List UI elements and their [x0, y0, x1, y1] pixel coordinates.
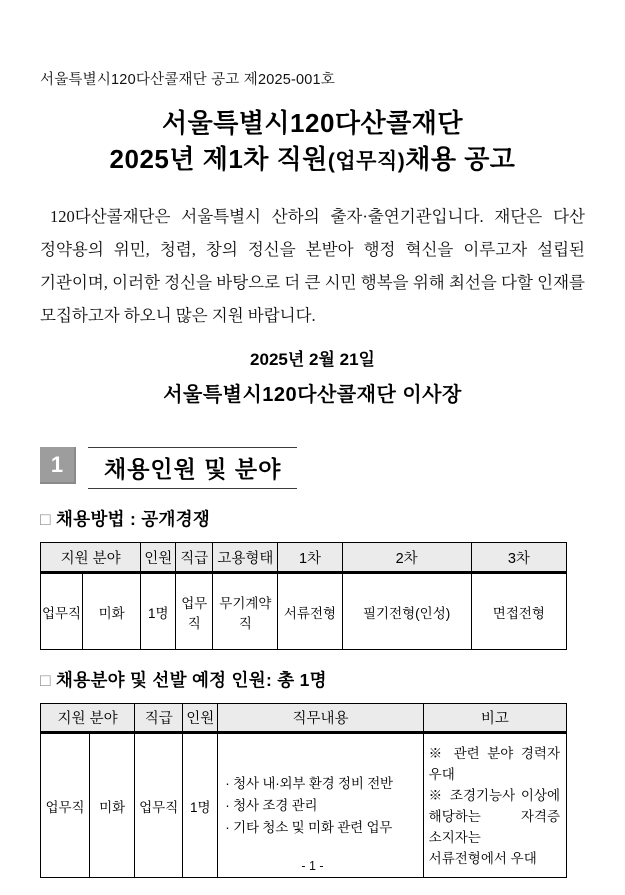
checkbox-icon: □: [40, 509, 51, 529]
recruit-method-heading: [40, 506, 585, 531]
duty-item: · 청사 조경 관리: [225, 797, 318, 813]
th-stage3: 3차: [471, 543, 566, 573]
cell-field1: 업무직: [41, 573, 83, 650]
table-row: [41, 733, 567, 878]
recruit-stages-table: [40, 542, 567, 650]
cell-remarks: [423, 733, 566, 878]
issuer: 서울특별시120다산콜재단 이사장: [163, 384, 462, 406]
recruit-field-text: 채용분야 및 선발 예정 인원: 총 1명: [50, 670, 327, 690]
document-title: [40, 105, 585, 180]
page-number: - 1 -: [301, 859, 324, 873]
table-header-row: [41, 543, 567, 573]
cell-field2: 미화: [90, 733, 135, 878]
remark-item: ※ 조경기능사 이상에 해당하는 자격증 소지자는 서류전형에서 우대: [428, 787, 560, 866]
th-stage1: 1차: [278, 543, 342, 573]
duty-item: · 청사 내·외부 환경 정비 전반: [225, 775, 393, 791]
th-remarks: 비고: [423, 704, 566, 733]
recruit-method-text: 채용방법 : 공개경쟁: [50, 509, 211, 529]
section-number-badge: 1: [40, 447, 76, 484]
section-title: 채용인원 및 분야: [88, 447, 297, 489]
title-line-2: [40, 141, 585, 180]
th-headcount: 인원: [183, 704, 218, 733]
cell-headcount: 1명: [141, 573, 176, 650]
th-headcount: 인원: [141, 543, 176, 573]
duty-item: · 기타 청소 및 미화 관련 업무: [225, 819, 393, 835]
cell-field1: 업무직: [41, 733, 90, 878]
cell-grade: 업무직: [176, 573, 213, 650]
title-line-2-post: 채용 공고: [405, 144, 516, 174]
th-stage2: 2차: [342, 543, 471, 573]
table-header-row: [41, 704, 567, 733]
cell-stage2: 필기전형(인성): [342, 573, 471, 650]
cell-duties: [218, 733, 423, 878]
cell-stage1: 서류전형: [278, 573, 342, 650]
th-duties: 직무내용: [218, 704, 423, 733]
title-line-1: 서울특별시120다산콜재단: [161, 108, 464, 138]
th-employment-type: 고용형태: [213, 543, 278, 573]
cell-grade: 업무직: [135, 733, 183, 878]
cell-stage3: 면접전형: [471, 573, 566, 650]
remark-item: ※ 관련 분야 경력자 우대: [428, 745, 560, 782]
announcement-number: 서울특별시120다산콜재단 공고 제2025-001호: [40, 72, 336, 88]
checkbox-icon: □: [40, 670, 51, 690]
table-row: [41, 573, 567, 650]
title-line-2-paren: (업무직): [327, 150, 406, 173]
th-apply-field: 지원 분야: [41, 704, 135, 733]
announcement-date: 2025년 2월 21일: [250, 350, 375, 369]
cell-employment-type: 무기계약직: [213, 573, 278, 650]
th-grade: 직급: [135, 704, 183, 733]
recruit-field-heading: [40, 667, 585, 692]
job-detail-table: [40, 703, 567, 878]
title-line-2-pre: 2025년 제1차 직원: [109, 144, 328, 174]
th-grade: 직급: [176, 543, 213, 573]
intro-paragraph: 120다산콜재단은 서울특별시 산하의 출자·출연기관입니다. 재단은 다산 정약용의 위민, 청렴, 창의 정신을 본받아 행정 혁신을 이루고자 설립된 기관이며, 이러한 정신을 바탕으로 더 큰 시민 행복을 위해 최선을 다할 인재를 모집하고자 하오니 많은 지원 바랍니다.: [40, 207, 585, 325]
section-1-header: [40, 447, 585, 489]
cell-field2: 미화: [83, 573, 141, 650]
cell-headcount: 1명: [183, 733, 218, 878]
th-apply-field: 지원 분야: [41, 543, 141, 573]
